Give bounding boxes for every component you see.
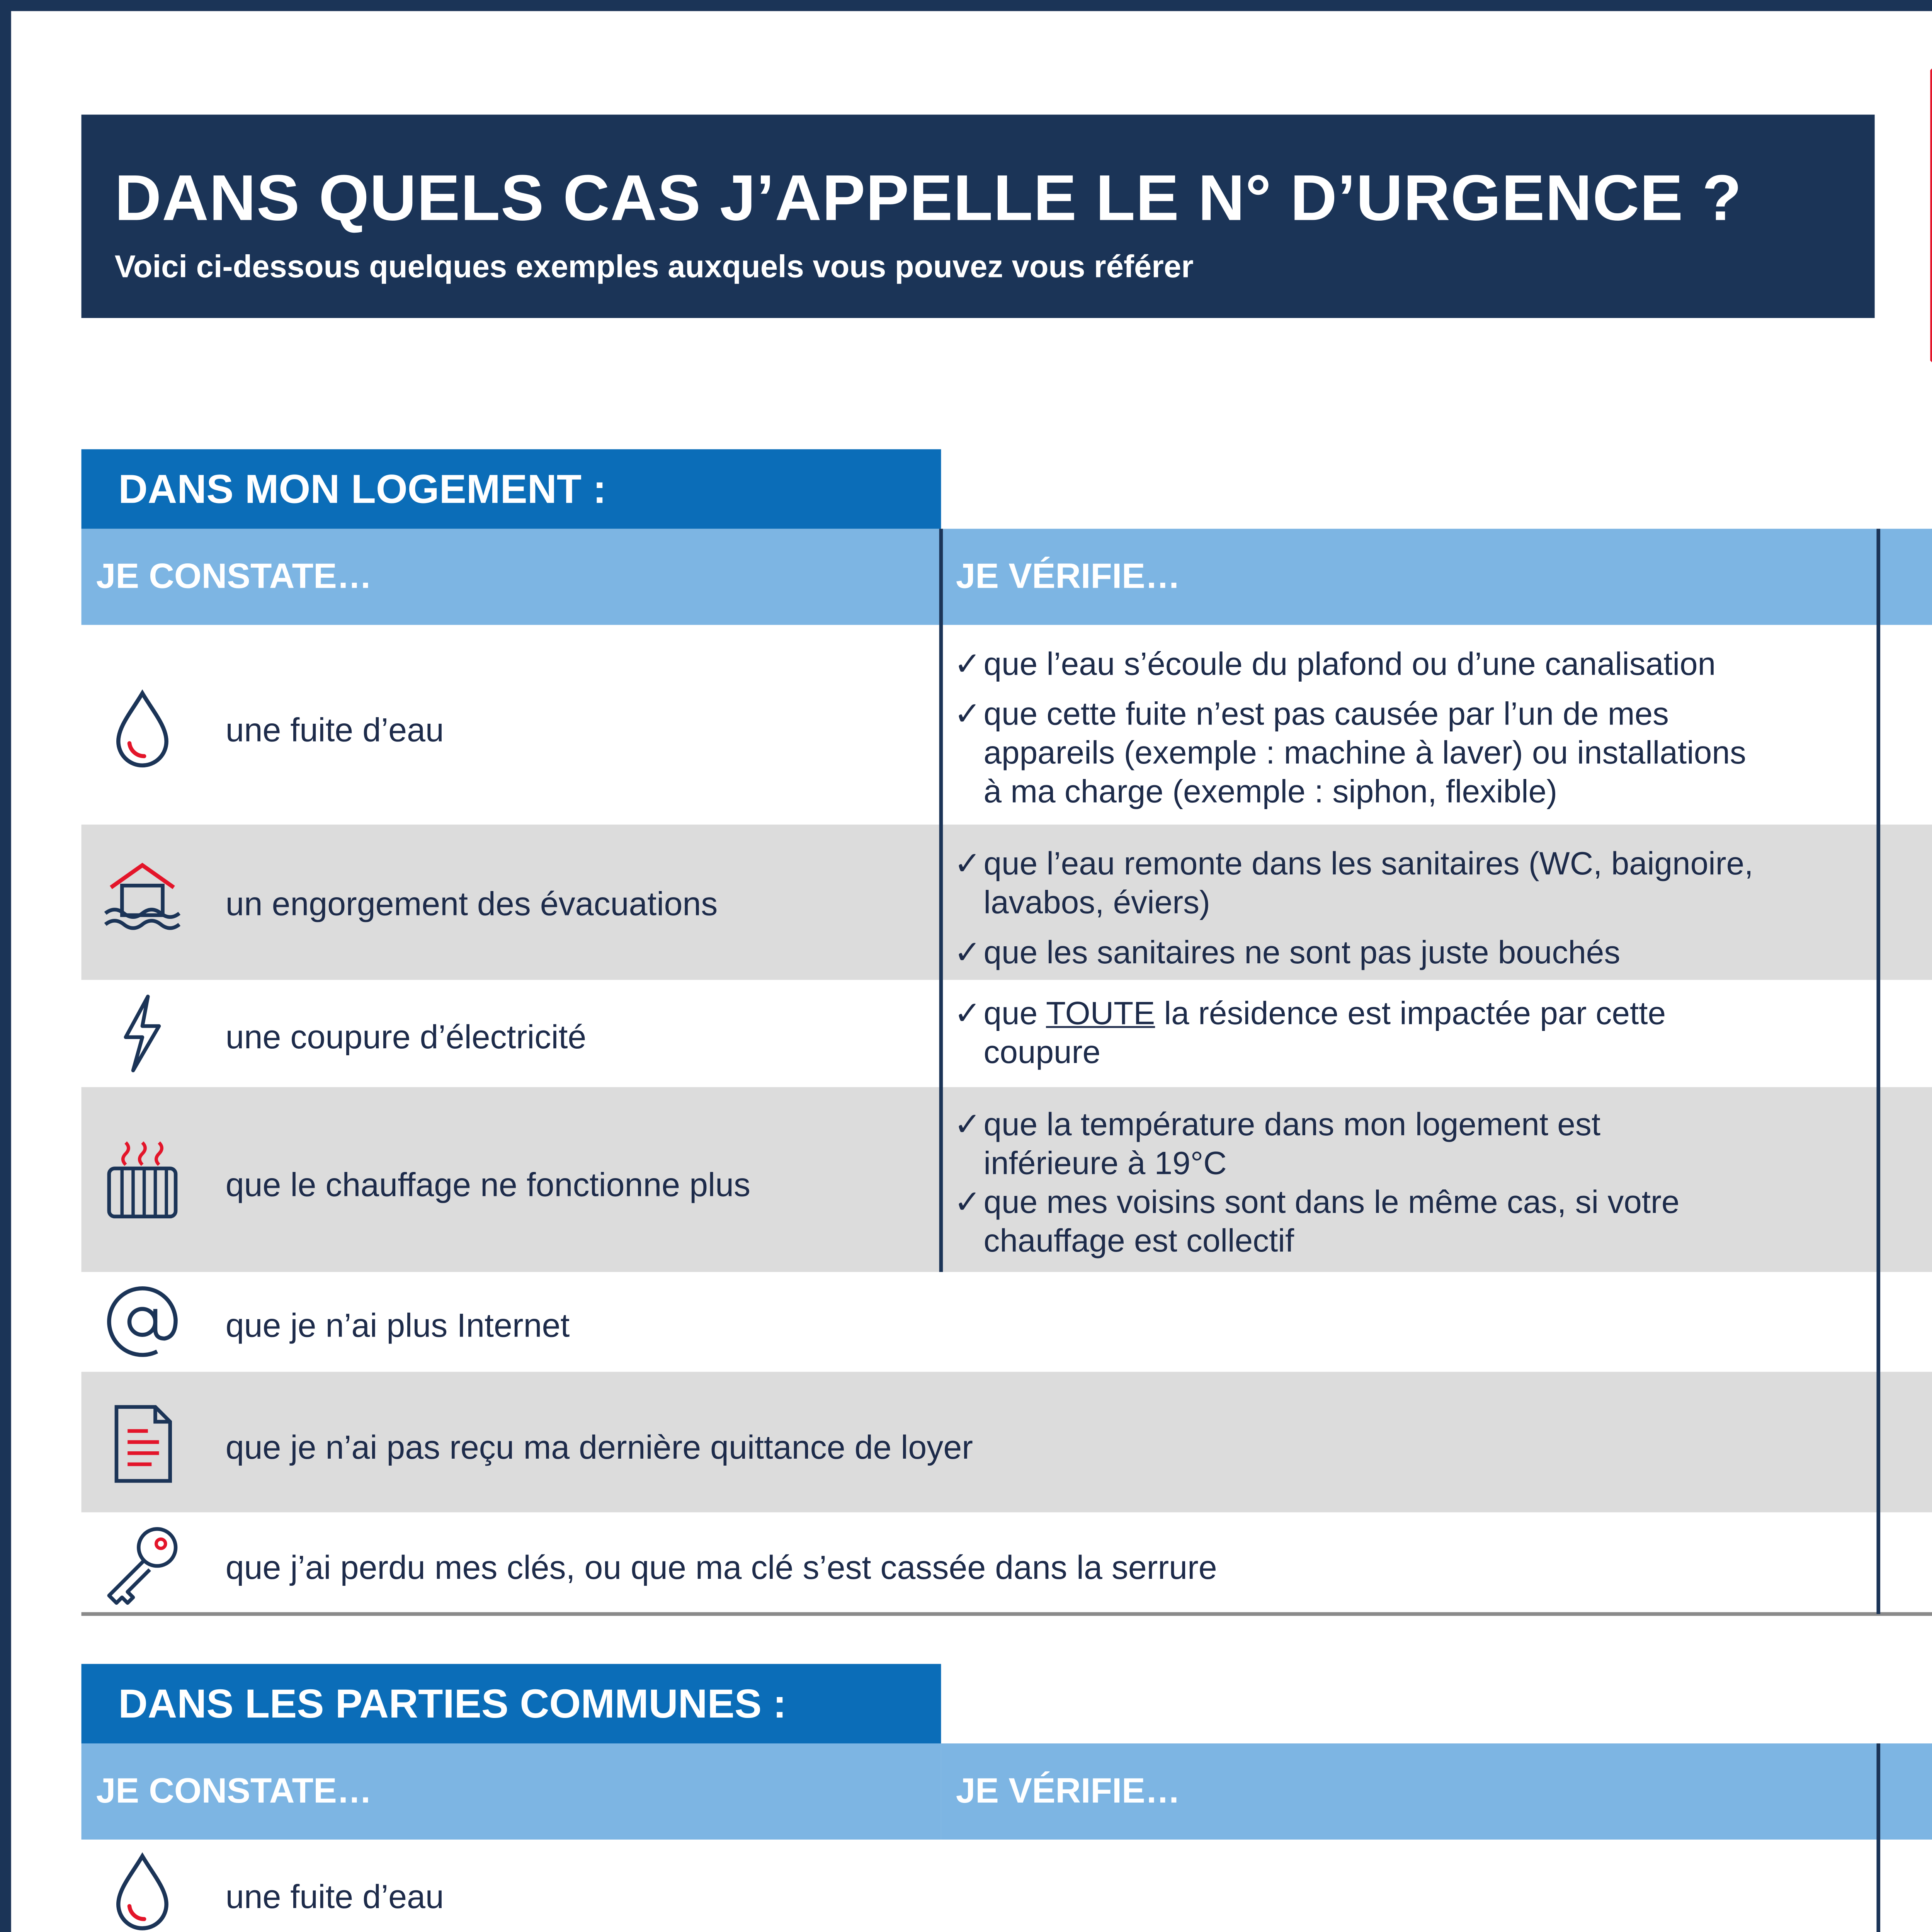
table-row: [82, 1512, 1932, 1614]
verif-item: ✓ que cette fuite n’est pas causée par l’un de mes: [954, 695, 1669, 732]
constat-text: un engorgement des évacuations: [225, 885, 718, 923]
verif-text: que l’eau s’écoule du plafond ou d’une canalisation: [983, 645, 1716, 682]
verif-list: [954, 1105, 1680, 1261]
verif-item-cont: [954, 884, 1753, 922]
column-divider: [939, 529, 943, 1272]
radiator-icon: [100, 1139, 185, 1224]
constat-text: une coupure d’électricité: [225, 1019, 587, 1056]
at-sign-icon: [100, 1279, 185, 1364]
document-icon: [100, 1401, 185, 1486]
verif-item: ✓ que la température dans mon logement est: [954, 1105, 1600, 1143]
table-row: [82, 627, 1932, 825]
table-row: [82, 1272, 1932, 1372]
verif-list: [954, 845, 1753, 973]
table-row: [82, 1372, 1932, 1512]
verif-item: ✓ que l’eau remonte dans les sanitaires (WC, baignoire,: [954, 845, 1753, 882]
water-drop-icon: [100, 1849, 185, 1932]
column-divider: [1876, 1743, 1880, 1932]
verif-list: [954, 645, 1746, 812]
verif-text: que les sanitaires ne sont pas juste bouchés: [983, 934, 1621, 971]
title-banner: [82, 115, 1875, 318]
verif-text: que l’eau remonte dans les sanitaires (WC, baignoire,: [983, 845, 1753, 882]
column-header-appelle: [1878, 529, 1932, 625]
verif-text: la résidence est impactée par cette: [1155, 995, 1666, 1032]
lightning-icon: [100, 991, 185, 1076]
page-title: DANS QUELS CAS J’APPELLE LE N° D’URGENCE ?: [114, 163, 1742, 235]
verif-text: lavabos, éviers): [983, 884, 1210, 921]
verif-item: ✓ que TOUTE la résidence est impactée par cette: [954, 995, 1666, 1032]
column-divider: [1876, 529, 1880, 1614]
verif-text: que cette fuite n’est pas causée par l’un de mes: [983, 695, 1669, 732]
water-drop-icon: [100, 686, 185, 771]
key-icon: [100, 1522, 185, 1607]
verif-text: chauffage est collectif: [983, 1222, 1294, 1259]
verif-item: ✓ que l’eau s’écoule du plafond ou d’une canalisation: [954, 645, 1716, 682]
flooded-house-icon: [100, 858, 185, 943]
page-subtitle: Voici ci-dessous quelques exemples auxquels vous pouvez vous référer: [114, 249, 1194, 285]
divider: [82, 1612, 1932, 1616]
section-title-parties-communes: DANS LES PARTIES COMMUNES :: [82, 1664, 941, 1743]
constat-text: une fuite d’eau: [225, 1878, 444, 1915]
table-row: [82, 1842, 1932, 1932]
verif-item-cont: [954, 773, 1746, 811]
constat-text: que je n’ai pas reçu ma dernière quittance de loyer: [225, 1429, 973, 1466]
verif-text: appareils (exemple : machine à laver) ou installations: [983, 734, 1746, 771]
verif-text: à ma charge (exemple : siphon, flexible): [983, 773, 1558, 810]
column-header-verifie: JE VÉRIFIE…: [941, 529, 1878, 625]
constat-text: que j’ai perdu mes clés, ou que ma clé s’est cassée dans la serrure: [225, 1549, 1217, 1587]
constat-text: que le chauffage ne fonctionne plus: [225, 1167, 751, 1204]
column-header-constate: JE CONSTATE…: [82, 1743, 941, 1840]
verif-text: inférieure à 19°C: [983, 1144, 1227, 1182]
emergency-alert-box: [1930, 33, 1932, 398]
table-row: [82, 980, 1932, 1087]
verif-text: que la température dans mon logement est: [983, 1105, 1600, 1143]
column-header-constate: JE CONSTATE…: [82, 529, 941, 625]
constat-text: que je n’ai plus Internet: [225, 1307, 570, 1344]
verif-emphasis: TOUTE: [1046, 995, 1155, 1032]
verif-item-cont: [954, 1145, 1680, 1183]
verif-item-cont: [954, 1222, 1680, 1261]
column-header-appelle: [1878, 1743, 1932, 1840]
verif-text: que mes voisins sont dans le même cas, si votre: [983, 1183, 1680, 1220]
verif-text: que: [983, 995, 1046, 1032]
verif-item-cont: [954, 734, 1746, 773]
column-header-verifie: JE VÉRIFIE…: [941, 1743, 1878, 1840]
section-title-logement: DANS MON LOGEMENT :: [82, 449, 941, 529]
verif-item: ✓ que mes voisins sont dans le même cas, si votre: [954, 1183, 1680, 1220]
table-row: [82, 825, 1932, 980]
verif-list: [954, 995, 1666, 1072]
verif-text: coupure: [983, 1033, 1101, 1071]
verif-item-cont: [954, 1034, 1666, 1072]
constat-text: une fuite d’eau: [225, 712, 444, 749]
verif-item: ✓ que les sanitaires ne sont pas juste bouchés: [954, 934, 1621, 971]
table-row: [82, 1087, 1932, 1272]
